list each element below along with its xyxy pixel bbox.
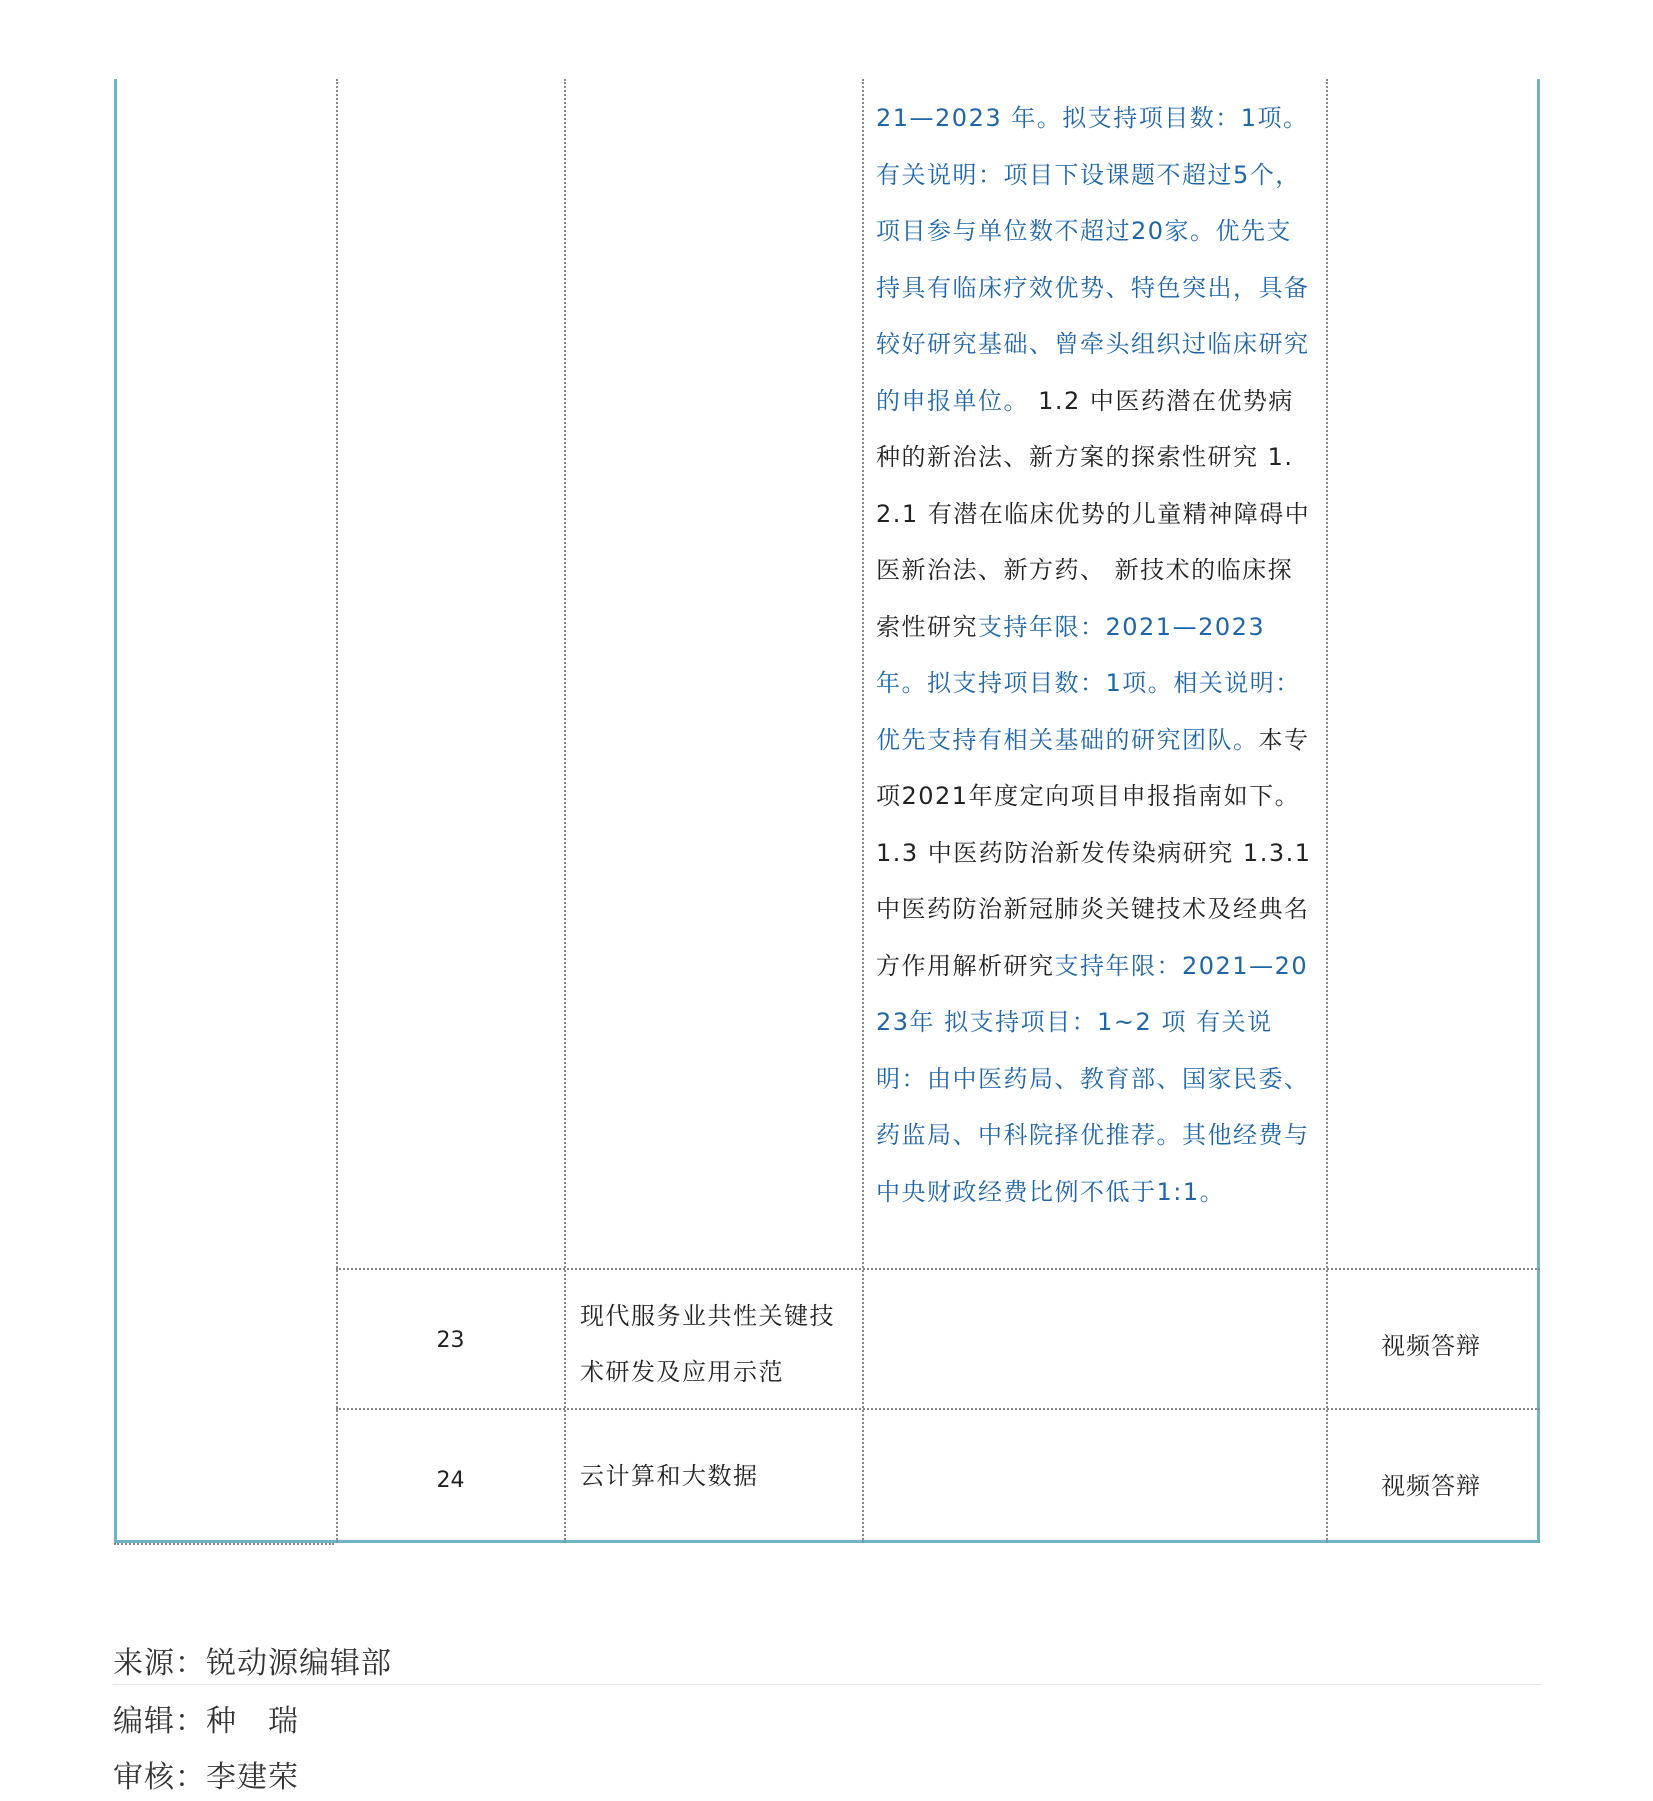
footer-editor: 编辑：种 瑞 [113, 1704, 299, 1739]
description-segment-4: 本专项2021年度定向项目申报指南如下。1.3 中医药防治新发传染病研究 1.3.1 中医药防治新冠肺炎关键技术及经典名方作用解析研究 [876, 725, 1312, 980]
column-divider-2 [564, 79, 566, 1543]
footer-reviewer: 审核：李建荣 [113, 1760, 299, 1795]
table-bottom-left-dotted [114, 1543, 334, 1545]
table-row-method: 视频答辩 [1381, 1472, 1481, 1500]
table-row-number: 24 [436, 1468, 465, 1493]
column-divider-3 [862, 79, 864, 1543]
table-row-title: 云计算和大数据 [580, 1462, 759, 1490]
row-divider-1 [336, 1268, 1540, 1270]
row-divider-2 [336, 1408, 1540, 1410]
footer-divider [113, 1684, 1541, 1685]
table-row-number: 23 [436, 1328, 465, 1353]
table-row-title: 现代服务业共性关键技术研发及应用示范 [580, 1302, 835, 1386]
table-row-method: 视频答辩 [1381, 1332, 1481, 1360]
description-segment-5: 支持年限：2021—2023年 拟支持项目：1~2 项 有关说明：由中医药局、教育部、国家民委、药监局、中科院择优推荐。其他经费与中央财政经费比例不低于1:1。 [876, 951, 1310, 1206]
description-segment-1: 21—2023 年。拟支持项目数：1项。有关说明：项目下设课题不超过5个，项目参与单位数不超过20家。优先支持具有临床疗效优势、特色突出，具备较好研究基础、曾牵头组织过临床研究的申报单位。 [876, 104, 1310, 415]
column-divider-1 [336, 79, 338, 1543]
description-segment-2: 1.2 中医药潜在优势病种的新治法、新方案的探索性研究 1.2.1 有潜在临床优势的儿童精神障碍中医新治法、新方药、 新技术的临床探索性研究 [876, 386, 1311, 641]
footer-source: 来源：锐动源编辑部 [113, 1646, 392, 1681]
description-segment-3: 支持年限：2021—2023 年。拟支持项目数：1项。相关说明：优先支持有相关基础的研究团队。 [876, 612, 1301, 754]
project-description-cell [876, 90, 1316, 1220]
column-divider-4 [1326, 79, 1328, 1543]
